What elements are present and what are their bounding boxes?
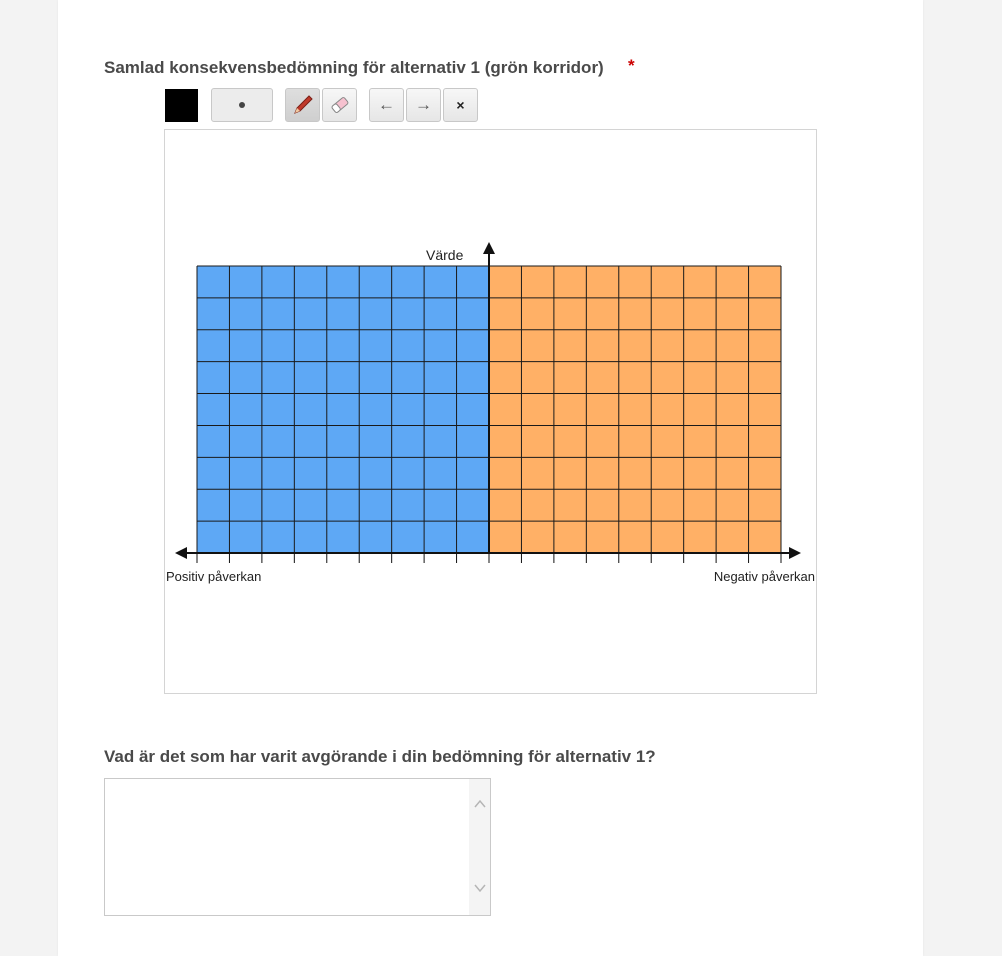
required-marker: *	[628, 56, 635, 75]
left-axis-label: Positiv påverkan	[166, 569, 262, 584]
scroll-down-icon[interactable]	[472, 880, 487, 895]
question-2-label: Vad är det som har varit avgörande i din bedömning för alternativ 1?	[104, 747, 656, 766]
answer-textarea[interactable]	[105, 779, 470, 915]
pen-tool-button[interactable]	[285, 88, 320, 122]
question-1-label: Samlad konsekvensbedömning för alternativ 1 (grön korridor)	[104, 58, 604, 77]
scroll-up-icon[interactable]	[472, 796, 487, 811]
drawing-canvas[interactable]	[164, 129, 817, 694]
right-axis-label: Negativ påverkan	[713, 569, 815, 584]
scrollbar[interactable]	[469, 779, 490, 915]
dot-icon	[239, 102, 245, 108]
clear-canvas-button[interactable]: ×	[443, 88, 478, 122]
color-picker-button[interactable]	[165, 89, 198, 122]
negative-area	[489, 266, 781, 553]
redo-button[interactable]: →	[406, 88, 441, 122]
positive-area	[197, 266, 489, 553]
background-grid-image	[165, 130, 816, 693]
brush-size-button[interactable]	[211, 88, 273, 122]
undo-button[interactable]: ←	[369, 88, 404, 122]
answer-textarea-wrapper	[104, 778, 491, 916]
eraser-tool-button[interactable]	[322, 88, 357, 122]
eraser-icon	[328, 93, 352, 117]
pen-icon	[291, 93, 315, 117]
y-axis-label: Värde	[426, 247, 464, 263]
